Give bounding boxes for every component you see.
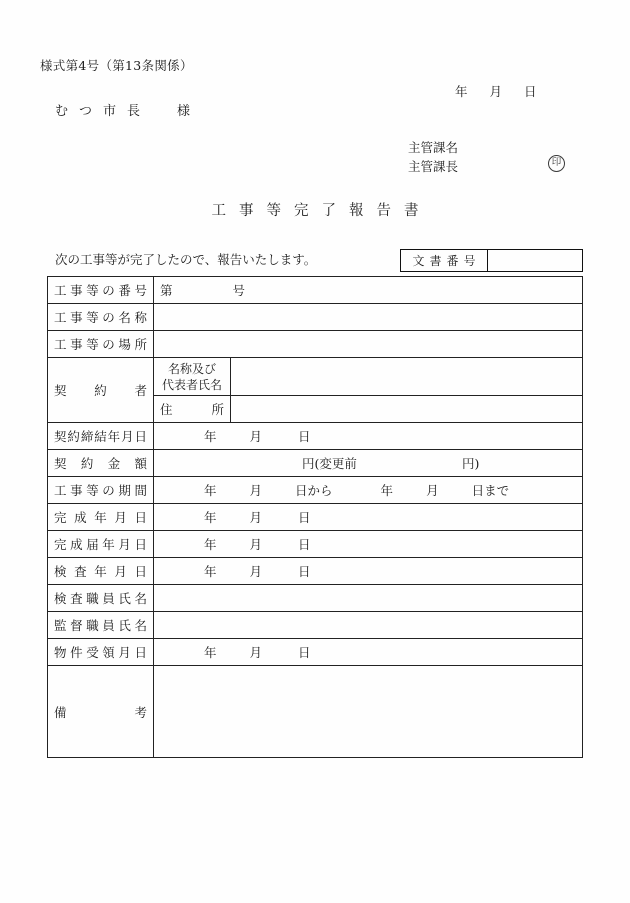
inspection-date-label: 検査年月日	[48, 558, 154, 585]
contract-date-month: 月	[249, 429, 263, 444]
work-name-input[interactable]	[154, 304, 583, 331]
department-name: 主管課名	[408, 140, 459, 155]
form-code: 様式第4号（第13条関係）	[40, 58, 193, 73]
completion-date-year: 年	[204, 510, 217, 525]
receipt-date-label: 物件受領月日	[48, 639, 154, 666]
supervisor-name-label: 監督職員氏名	[48, 612, 154, 639]
contract-amount-yen-before: 円(変更前	[302, 456, 357, 471]
completion-date-label: 完成年月日	[48, 504, 154, 531]
work-name-label: 工事等の名称	[48, 304, 154, 331]
addressee	[55, 100, 190, 119]
work-place-input[interactable]	[154, 331, 583, 358]
remarks-label: 備考	[48, 666, 154, 758]
department-head: 主管課長	[408, 159, 459, 174]
contract-amount-label: 契約金額	[48, 450, 154, 477]
department-name-row	[408, 138, 458, 157]
addressee-honorific: 様	[177, 104, 191, 119]
document-number-box	[400, 249, 583, 272]
contractor-name-label-line1: 名称及び	[167, 361, 216, 376]
contractor-address-input[interactable]	[231, 396, 583, 423]
completion-date-input[interactable]	[154, 504, 583, 531]
department-head-row	[408, 157, 562, 176]
work-number-suffix: 号	[232, 283, 246, 298]
table-row-work-number	[48, 277, 583, 304]
remarks-input[interactable]	[154, 666, 583, 758]
seal-icon: 印	[548, 155, 565, 172]
document-number-label: 文書番号	[401, 250, 488, 271]
period-from-month: 月	[249, 483, 263, 498]
period-from-year: 年	[204, 483, 217, 498]
intro-text: 次の工事等が完了したので、報告いたします。	[55, 252, 317, 267]
supervisor-name-input[interactable]	[154, 612, 583, 639]
period-to-month: 月	[426, 483, 439, 498]
table-row-work-name	[48, 304, 583, 331]
table-row-work-place	[48, 331, 583, 358]
issue-date-line	[455, 82, 537, 100]
table-row-receipt-date	[48, 639, 583, 666]
period-label: 工事等の期間	[48, 477, 154, 504]
receipt-date-day: 日	[298, 645, 311, 660]
report-table	[47, 276, 583, 758]
completion-date-month: 月	[249, 510, 263, 525]
completion-report-date-year: 年	[204, 537, 217, 552]
contract-date-year: 年	[204, 429, 217, 444]
department-block	[408, 138, 562, 176]
work-number-input[interactable]	[154, 277, 583, 304]
contractor-name-input[interactable]	[231, 358, 583, 396]
inspector-name-input[interactable]	[154, 585, 583, 612]
receipt-date-year: 年	[204, 645, 217, 660]
inspection-date-year: 年	[204, 564, 217, 579]
completion-report-date-input[interactable]	[154, 531, 583, 558]
contract-date-label: 契約締結年月日	[48, 423, 154, 450]
table-row-completion-date	[48, 504, 583, 531]
table-row-supervisor-name	[48, 612, 583, 639]
table-row-contract-amount	[48, 450, 583, 477]
inspection-date-input[interactable]	[154, 558, 583, 585]
completion-report-date-label: 完成届年月日	[48, 531, 154, 558]
completion-date-day: 日	[298, 510, 311, 525]
contractor-name-label	[154, 358, 231, 396]
period-to-day: 日まで	[471, 483, 510, 498]
table-row-contract-date	[48, 423, 583, 450]
work-number-prefix: 第	[160, 283, 173, 298]
addressee-name: むつ市長	[55, 104, 152, 119]
table-row-inspector-name	[48, 585, 583, 612]
work-place-label: 工事等の場所	[48, 331, 154, 358]
receipt-date-input[interactable]	[154, 639, 583, 666]
inspection-date-month: 月	[249, 564, 263, 579]
work-number-label: 工事等の番号	[48, 277, 154, 304]
document-number-input[interactable]	[488, 250, 582, 271]
issue-date-year: 年	[455, 84, 468, 99]
contractor-label: 契約者	[48, 358, 154, 423]
inspector-name-label: 検査職員氏名	[48, 585, 154, 612]
issue-date-month: 月	[489, 84, 503, 99]
table-row-completion-report-date	[48, 531, 583, 558]
table-row-remarks	[48, 666, 583, 758]
period-from-day: 日から	[295, 483, 333, 498]
issue-date-day: 日	[524, 84, 537, 99]
table-row-contractor-name	[48, 358, 583, 396]
inspection-date-day: 日	[298, 564, 311, 579]
completion-report-date-day: 日	[298, 537, 311, 552]
contract-amount-yen-after: 円)	[462, 456, 480, 471]
contract-date-day: 日	[298, 429, 311, 444]
period-input[interactable]	[154, 477, 583, 504]
period-to-year: 年	[380, 483, 394, 498]
page-title: 工事等完了報告書	[211, 203, 432, 219]
completion-report-date-month: 月	[249, 537, 263, 552]
contract-amount-input[interactable]	[154, 450, 583, 477]
table-row-inspection-date	[48, 558, 583, 585]
contract-date-input[interactable]	[154, 423, 583, 450]
contractor-address-label: 住所	[154, 396, 231, 423]
receipt-date-month: 月	[249, 645, 263, 660]
contractor-name-label-line2: 代表者氏名	[161, 377, 222, 392]
table-row-period	[48, 477, 583, 504]
